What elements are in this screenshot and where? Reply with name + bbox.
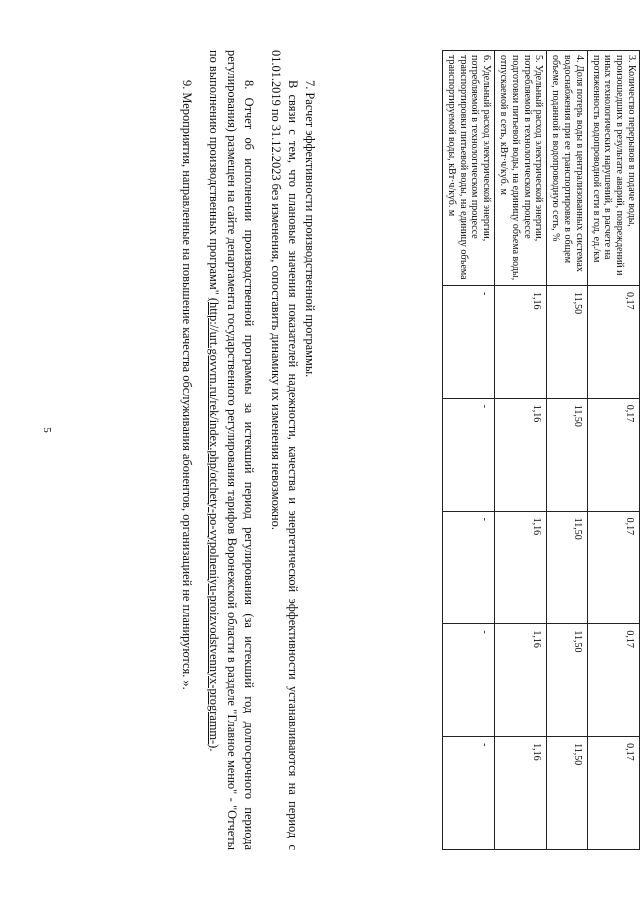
indicator-value: 0,17 [587, 398, 639, 511]
section-7-heading: 7. Расчет эффективности производственной программы. [303, 80, 317, 378]
section-9-text: 9. Мероприятия, направленные на повышение качества обслуживания абонентов, организацией не планируются. ». [180, 80, 195, 690]
indicator-label: 6. Удельный расход электрической энергии, потребляемой в технологическом процессе транспортировки питьевой воды, на единицу объема транспортируемой воды, кВт·ч/куб. м [443, 51, 495, 286]
indicator-value: - [443, 624, 495, 737]
indicator-value: 11,50 [547, 285, 587, 398]
section-8-text [205, 50, 256, 850]
table-row [443, 51, 495, 850]
table-row [547, 51, 587, 850]
section-8-link[interactable]: (http://urt.govvrn.ru/rek/index.php/otchety-po-vypolneniyu-proizvodstvennyx-programm-) [207, 297, 222, 749]
indicator-value: 0,17 [587, 511, 639, 624]
section-8-end: . [207, 748, 222, 752]
indicator-value: - [443, 511, 495, 624]
indicator-value: 0,17 [587, 624, 639, 737]
indicator-value: - [443, 285, 495, 398]
indicator-label: 5. Удельный расход электрической энергии, потребляемой в технологическом процессе подготовки питьевой воды, на единицу объема воды, отпускаемой в сеть, кВт·ч/куб. м [495, 51, 547, 286]
text-block [178, 50, 318, 850]
indicator-value: 1,16 [495, 624, 547, 737]
table-row [587, 51, 639, 850]
indicator-value: 1,16 [495, 737, 547, 850]
indicator-label: 3. Количество перерывов в подаче воды, произошедших в результате аварий, повреждений и иных технологических нарушений, в расчете на протяженность водопроводной сети в год, ед./км [587, 51, 639, 286]
indicator-label: 4. Доля потерь воды в централизованных системах водоснабжения при ее транспортировке в общем объеме, поданной в водопроводную сеть, % [547, 51, 587, 286]
indicator-value: 1,16 [495, 398, 547, 511]
indicator-value: 0,17 [587, 737, 639, 850]
indicator-value: 11,50 [547, 624, 587, 737]
page-number: 5 [40, 427, 53, 433]
section-8-body: 8. Отчет об исполнении производственной программы за истекший период регулирования (за истекший год долгосрочного периода регулирования) размещен на сайте департамента государственного регулирования тарифов Воронежской области в разделе "Главное меню" - "Отчеты по выполнению производственных программ" [207, 50, 256, 850]
indicators-table [442, 50, 640, 850]
section-7-text: В связи с тем, что плановые значения показателей надежности, качества и энергетической эффективности устанавливаются на период с 01.01.2019 по 31.12.2023 без изменения, сопоставить динамику их изменения невозможно. [268, 50, 300, 850]
indicator-value: 11,50 [547, 511, 587, 624]
indicator-value: 11,50 [547, 737, 587, 850]
table-row [495, 51, 547, 850]
indicator-value: 1,16 [495, 285, 547, 398]
rotated-page-content [60, 50, 640, 890]
indicator-value: - [443, 737, 495, 850]
indicator-value: - [443, 398, 495, 511]
indicator-value: 0,17 [587, 285, 639, 398]
indicator-value: 11,50 [547, 398, 587, 511]
indicator-value: 1,16 [495, 511, 547, 624]
